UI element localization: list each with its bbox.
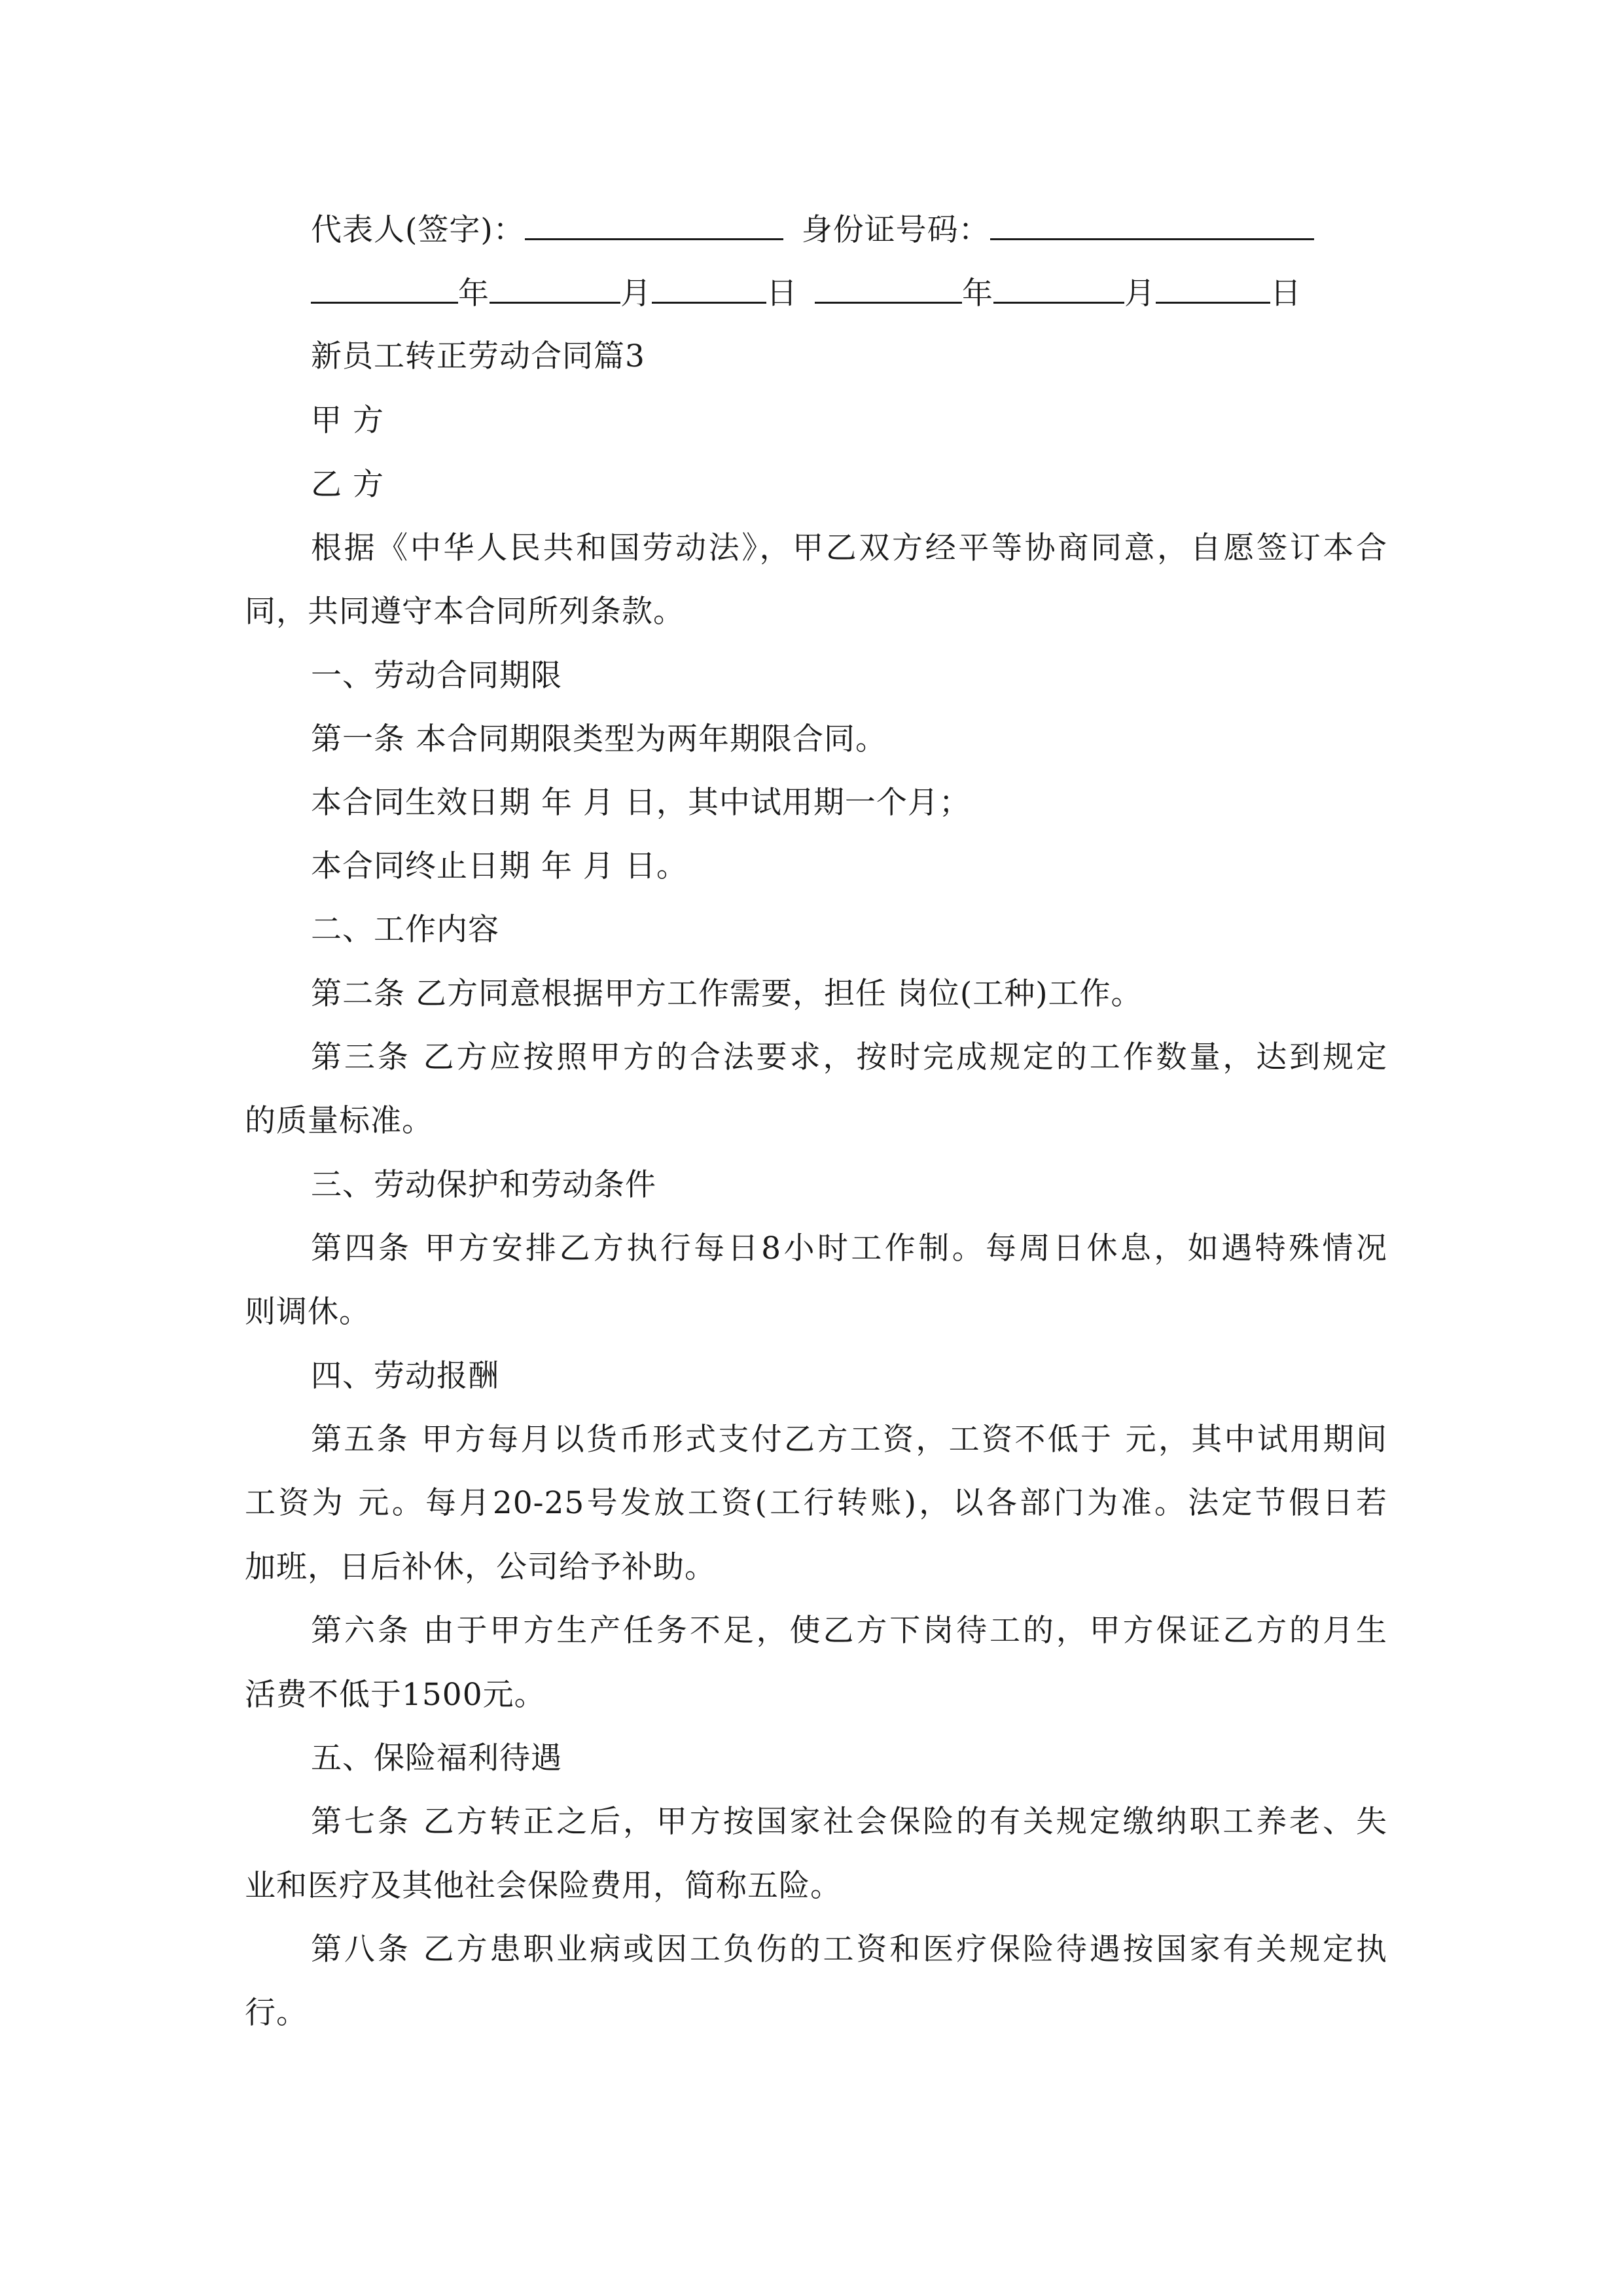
- article-7-line: 业和医疗及其他社会保险费用，简称五险。: [245, 1868, 842, 1904]
- date-year-blank: [311, 273, 458, 304]
- article-4-line: 则调休。: [245, 1294, 370, 1330]
- date-month-blank: [490, 273, 620, 304]
- date-day-blank: [1156, 273, 1270, 304]
- section-title: 三、劳动保护和劳动条件: [311, 1167, 656, 1203]
- date-day-label: 日: [766, 276, 798, 312]
- article-1-end-date: 本合同终止日期 年 月 日。: [311, 848, 688, 884]
- article-3-line: 的质量标准。: [245, 1103, 433, 1139]
- date-day-blank: [652, 273, 766, 304]
- article-5-line: 第五条 甲方每月以货币形式支付乙方工资，工资不低于 元，其中试用期间: [311, 1422, 1387, 1458]
- date-year-label: 年: [458, 276, 490, 312]
- date-day-label: 日: [1270, 276, 1302, 312]
- representative-label: 代表人(签字)：: [311, 212, 525, 248]
- date-year-label: 年: [962, 276, 993, 312]
- date-month-label: 月: [620, 276, 652, 312]
- section-title: 五、保险福利待遇: [311, 1740, 562, 1776]
- intro-paragraph-line: 根据《中华人民共和国劳动法》，甲乙双方经平等协商同意，自愿签订本合: [311, 530, 1387, 566]
- id-number-label: 身份证号码：: [801, 212, 990, 248]
- id-number-blank: [990, 209, 1314, 240]
- article-6-line: 活费不低于1500元。: [245, 1677, 546, 1713]
- article-8-line: 第八条 乙方患职业病或因工负伤的工资和医疗保险待遇按国家有关规定执: [311, 1931, 1387, 1967]
- section-title: 一、劳动合同期限: [311, 658, 562, 694]
- date-row: [311, 273, 1387, 314]
- article-5-line: 加班，日后补休，公司给予补助。: [245, 1549, 716, 1585]
- intro-paragraph-line: 同，共同遵守本合同所列条款。: [245, 594, 685, 630]
- section-title: 二、工作内容: [311, 912, 499, 948]
- article-8-line: 行。: [245, 1995, 308, 2031]
- article-1-start-date: 本合同生效日期 年 月 日，其中试用期一个月；: [311, 785, 971, 821]
- article-1: 第一条 本合同期限类型为两年期限合同。: [311, 721, 887, 757]
- article-7-line: 第七条 乙方转正之后，甲方按国家社会保险的有关规定缴纳职工养老、失: [311, 1804, 1387, 1840]
- article-6-line: 第六条 由于甲方生产任务不足，使乙方下岗待工的，甲方保证乙方的月生: [311, 1613, 1387, 1649]
- party-b-label: 乙 方: [311, 467, 384, 503]
- article-4-line: 第四条 甲方安排乙方执行每日8小时工作制。每周日休息，如遇特殊情况: [311, 1230, 1387, 1266]
- date-month-label: 月: [1124, 276, 1156, 312]
- signature-row: [311, 209, 1387, 251]
- date-year-blank: [815, 273, 962, 304]
- section-title: 四、劳动报酬: [311, 1358, 499, 1394]
- party-a-label: 甲 方: [311, 403, 384, 439]
- representative-signature-blank: [525, 209, 783, 240]
- section-heading: 新员工转正劳动合同篇3: [311, 338, 645, 374]
- article-3-line: 第三条 乙方应按照甲方的合法要求，按时完成规定的工作数量，达到规定: [311, 1039, 1387, 1075]
- article-5-line: 工资为 元。每月20-25号发放工资(工行转账)，以各部门为准。法定节假日若: [245, 1485, 1387, 1521]
- article-2: 第二条 乙方同意根据甲方工作需要，担任 岗位(工种)工作。: [311, 976, 1143, 1012]
- date-month-blank: [993, 273, 1124, 304]
